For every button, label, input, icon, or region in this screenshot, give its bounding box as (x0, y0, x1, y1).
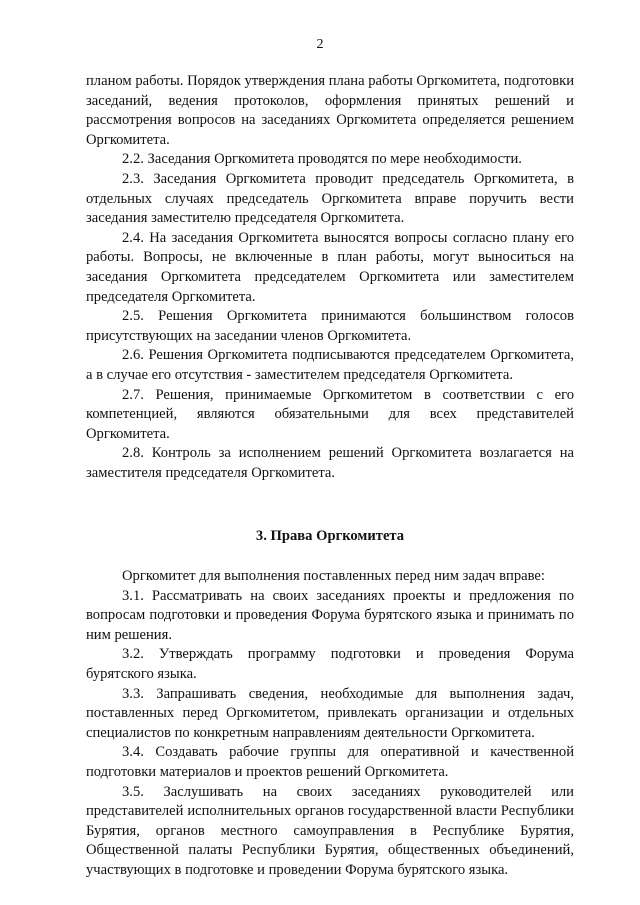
paragraph-2-7: 2.7. Решения, принимаемые Оргкомитетом в соответствии с его компетенцией, являются обязательными для всех представителей Оргкомитета. (86, 386, 574, 442)
paragraph-2-8: 2.8. Контроль за исполнением решений Оргкомитета возлагается на заместителя председателя Оргкомитета. (86, 445, 574, 481)
page-number: 2 (316, 37, 324, 52)
section-3-heading: 3. Права Оргкомитета (255, 528, 405, 545)
document-body (86, 72, 574, 881)
paragraph-2-3: 2.3. Заседания Оргкомитета проводит председатель Оргкомитета, в отдельных случаях председатель Оргкомитета вправе поручить вести заседания заместителю председателя Оргкомитета. (86, 170, 574, 227)
paragraph-2-2: 2.2. Заседания Оргкомитета проводятся по мере необходимости. (122, 151, 522, 168)
paragraph-3-5: 3.5. Заслушивать на своих заседаниях руководителей или представителей исполнительных органов государственной власти Республики Бурятия, органов местного самоуправления в Республике Бурятия, Общественной палаты Республики Бурятия, общественных объединений, участвующих в подготовке и проведении Форума бурятского языка. (86, 783, 574, 878)
section-3-intro: Оргкомитет для выполнения поставленных перед ним задач вправе: (122, 568, 545, 585)
paragraph-2-5: 2.5. Решения Оргкомитета принимаются большинством голосов присутствующих на заседании членов Оргкомитета. (86, 308, 574, 344)
paragraph-2-4: 2.4. На заседания Оргкомитета выносятся вопросы согласно плану его работы. Вопросы, не включенные в план работы, могут выноситься на заседания Оргкомитета председателем Оргкомитета или заместителем председателя Оргкомитета. (86, 229, 574, 305)
paragraph-2-1-continuation: планом работы. Порядок утверждения плана работы Оргкомитета, подготовки заседаний, ведения протоколов, оформления принятых решений и рассмотрения вопросов на заседаниях Оргкомитета определяется решением Оргкомитета. (86, 73, 574, 148)
paragraph-3-4: 3.4. Создавать рабочие группы для оперативной и качественной подготовки материалов и проектов решений Оргкомитета. (86, 744, 574, 780)
paragraph-3-1: 3.1. Рассматривать на своих заседаниях проекты и предложения по вопросам подготовки и проведения Форума бурятского языка и принимать по ним решения. (86, 587, 574, 643)
paragraph-2-6: 2.6. Решения Оргкомитета подписываются председателем Оргкомитета, а в случае его отсутствия - заместителем председателя Оргкомитета. (86, 347, 574, 383)
paragraph-3-3: 3.3. Запрашивать сведения, необходимые для выполнения задач, поставленных перед Оргкомитетом, привлекать организации и отдельных специалистов по конкретным направлениям деятельности Оргкомитета. (86, 685, 574, 741)
paragraph-3-2: 3.2. Утверждать программу подготовки и проведения Форума бурятского языка. (86, 646, 574, 683)
